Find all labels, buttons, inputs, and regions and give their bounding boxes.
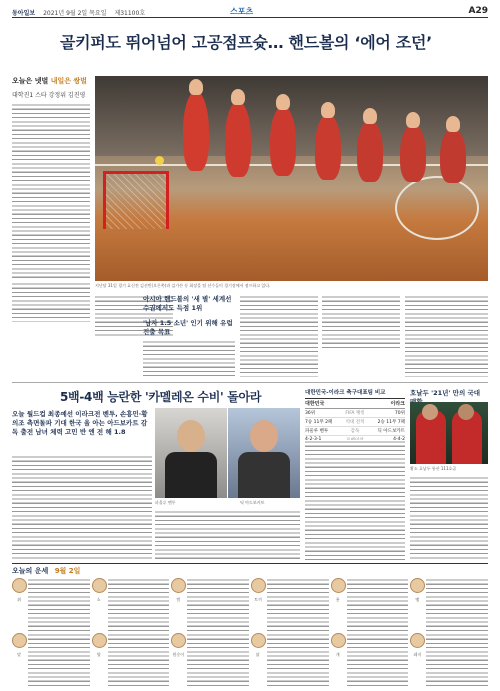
table-header-mid xyxy=(338,400,371,407)
rooster-icon xyxy=(251,633,266,648)
issue-number: 제31100호 xyxy=(114,10,146,17)
horoscope-cell: 개 xyxy=(331,633,409,686)
body-text-column-3 xyxy=(143,340,235,378)
coach-photo-advocaat xyxy=(228,408,300,498)
monkey-icon xyxy=(171,633,186,648)
section-label: 스포츠 xyxy=(230,7,254,16)
ronaldo-headline: 호날두 '21년' 만의 국대 xyxy=(410,389,481,397)
ox-icon xyxy=(92,578,107,593)
horse-icon xyxy=(12,633,27,648)
byline-author: 대학진1 스타 강정위 김진영 xyxy=(12,92,86,99)
tiger-icon xyxy=(171,578,186,593)
photo-label-bento: 파울루 벤투 xyxy=(155,500,176,505)
pig-icon xyxy=(410,633,425,648)
photo-label-advocaat: 딕 아드보카트 xyxy=(240,500,265,505)
horoscope-cell: 양 xyxy=(92,633,170,686)
body-text-column-6 xyxy=(405,295,488,377)
horoscope-rule xyxy=(12,563,488,564)
horoscope-cell: 쥐 xyxy=(12,578,90,631)
body-text-column-1 xyxy=(12,103,90,278)
body-text-column-9 xyxy=(12,455,152,560)
second-subheadline: 오늘 월드컵 최종예선 이라크전 벤투, 손흥민·황의조 측면돌파 기대 한국 올 아는 아드보카트 감독 출전 남녀 체력 고민 반 엔 전 해 1.8 xyxy=(12,410,148,436)
body-text-column-10 xyxy=(155,510,300,560)
body-text-column-4 xyxy=(240,295,318,377)
body-text-column-7 xyxy=(305,440,405,560)
pull-quote-box xyxy=(143,295,235,337)
horoscope-grid xyxy=(12,578,488,686)
horoscope-cell: 말 xyxy=(12,633,90,686)
masthead-rule xyxy=(12,17,488,18)
coach-photo-bento xyxy=(155,408,227,498)
horoscope-cell: 원숭이 xyxy=(171,633,249,686)
snake-icon xyxy=(410,578,425,593)
byline-kicker: 오늘은 넷벌 xyxy=(12,77,49,85)
sheep-icon xyxy=(92,633,107,648)
horoscope-cell: 돼지 xyxy=(410,633,488,686)
horoscope-title: 오늘의 운세 9월 2일 xyxy=(12,567,81,575)
table-header-iraq: 이라크 xyxy=(390,401,405,407)
main-headline: 골키퍼도 뛰어넘어 고공점프슛… 핸드볼의 ‘에어 조던’ xyxy=(60,33,432,52)
table-row: 파울루 벤투 감독 딕 아드보카트 xyxy=(305,429,405,434)
ronaldo-photo xyxy=(410,402,488,464)
ronaldo-sub: 황소 호날두 통산 111호골 xyxy=(410,466,457,471)
horoscope-cell: 소 xyxy=(92,578,170,631)
section-divider xyxy=(12,382,488,383)
page-number: A29 xyxy=(468,6,488,16)
horoscope-date: 9월 2일 xyxy=(54,567,81,575)
horoscope-cell: 뱀 xyxy=(410,578,488,631)
pull-quote-2: '남자 1.5 소년' 인기 위해 유럽 진출 목표 xyxy=(143,319,233,336)
byline-name: 내일은 쌍벌 xyxy=(50,77,87,85)
body-text-column-8 xyxy=(410,476,488,560)
table-row: 7승 11무 2패 역대 전적 2승 11무 7패 xyxy=(305,420,405,425)
masthead-left xyxy=(12,8,145,17)
date-line: 2021년 9월 2일 목요일 xyxy=(43,10,107,17)
table-header-korea: 대한민국 xyxy=(305,401,325,407)
horoscope-cell: 토끼 xyxy=(251,578,329,631)
table-row: 36위 FIFA 랭킹 70위 xyxy=(305,411,405,416)
table-title: 대한민국-이라크 축구대표팀 비교 xyxy=(305,390,386,396)
pull-quote-1: 아시아 핸드볼의 '새 별' 세계선수권에서도 득점 1위 xyxy=(143,295,232,312)
rat-icon xyxy=(12,578,27,593)
body-text-column-1b xyxy=(12,282,90,322)
dog-icon xyxy=(331,633,346,648)
horoscope-cell: 용 xyxy=(331,578,409,631)
second-headline: 5백-4백 능란한 '카멜레온 수비' 돌아라 xyxy=(60,390,262,404)
rabbit-icon xyxy=(251,578,266,593)
paper-name: 동아일보 xyxy=(12,10,36,17)
body-text-column-5 xyxy=(322,295,400,350)
byline-box xyxy=(12,76,90,99)
horoscope-cell: 닭 xyxy=(251,633,329,686)
handball-team-photo xyxy=(95,76,488,281)
horoscope-cell: 범 xyxy=(171,578,249,631)
dragon-icon xyxy=(331,578,346,593)
photo-caption: 지난달 31일 경기 효신전 김선빈(오른쪽)과 김가산 등 회장을 팀 선수들이 경기장에서 점프하고 있다. xyxy=(95,283,271,288)
